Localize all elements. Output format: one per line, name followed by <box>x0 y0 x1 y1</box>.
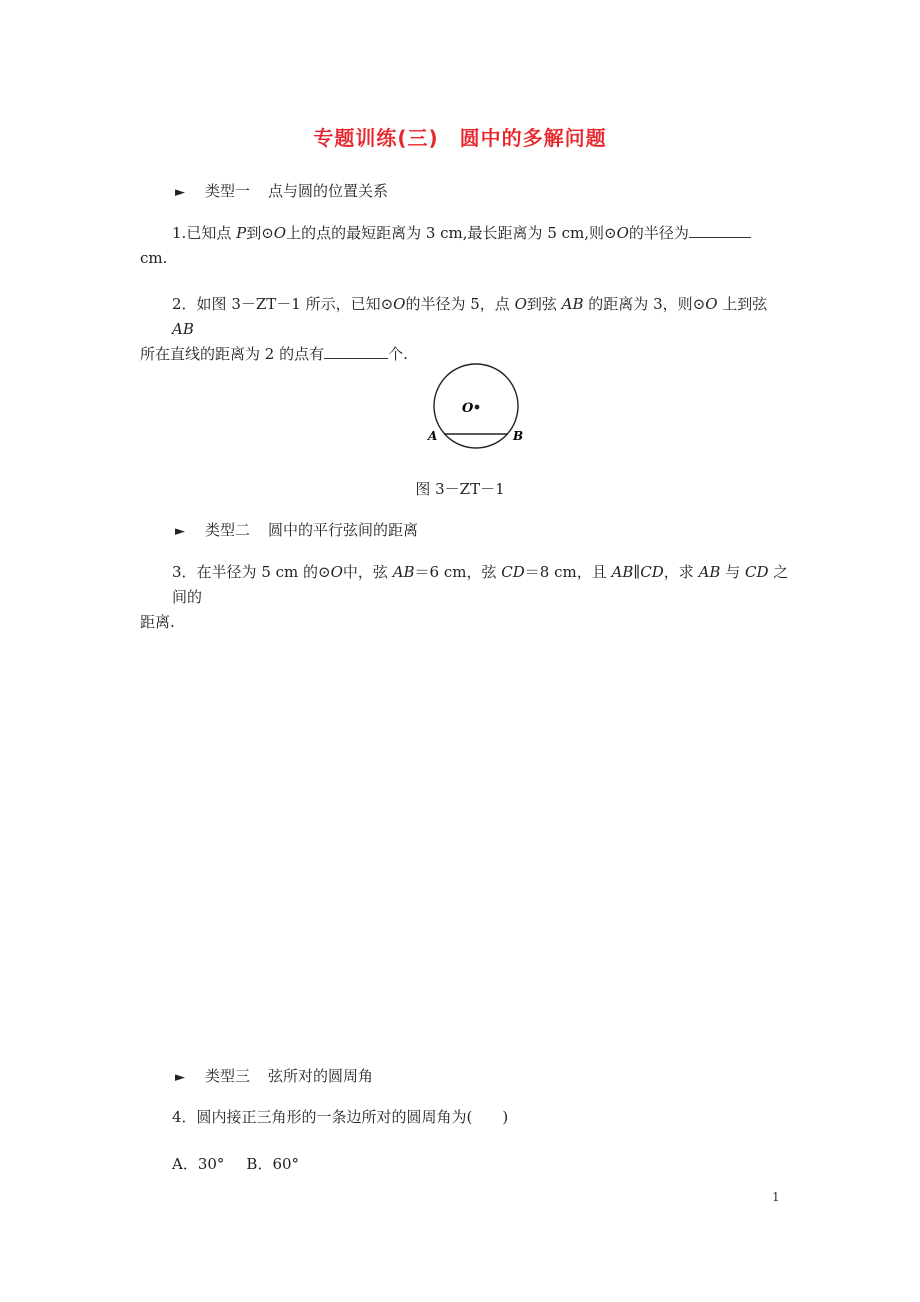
section-label: 类型三 <box>205 1067 251 1085</box>
question-text: ＝8 cm，且 <box>524 563 612 581</box>
center-point <box>475 405 480 410</box>
math-var: CD <box>501 563 525 581</box>
answer-blank[interactable] <box>324 344 388 359</box>
question-text: 的半径为 <box>628 224 689 242</box>
question-text: 与 <box>720 563 745 581</box>
answer-blank[interactable] <box>689 223 751 238</box>
question-text: 中，弦 <box>342 563 393 581</box>
question-text: 到弦 <box>526 295 562 313</box>
math-var: CD <box>744 563 769 581</box>
section-label: 类型一 <box>205 182 251 200</box>
question-text: 个. <box>388 345 408 363</box>
math-var: AB <box>561 295 584 313</box>
math-var: O <box>273 224 287 242</box>
arrow-marker-icon: ► <box>175 185 185 200</box>
math-var: O <box>705 295 718 313</box>
section-name: 点与圆的位置关系 <box>268 182 389 200</box>
question-4 <box>172 1105 822 1130</box>
section-heading-2 <box>175 519 418 540</box>
question-3 <box>140 560 790 635</box>
page-number: 1 <box>772 1190 780 1204</box>
question-text: 所在直线的距离为 2 的点有 <box>140 345 325 363</box>
question-number: 3． <box>172 563 197 581</box>
circle-diagram <box>420 360 540 460</box>
arrow-marker-icon: ► <box>175 524 185 539</box>
question-number: 2． <box>172 295 197 313</box>
question-text: 4．圆内接正三角形的一条边所对的圆周角为( ) <box>172 1108 509 1126</box>
option-a[interactable]: A．30° <box>172 1155 225 1173</box>
label-b: B <box>513 429 524 443</box>
math-var: O <box>393 295 406 313</box>
question-text: 如图 3－ZT－1 所示，已知⊙ <box>196 295 394 313</box>
math-var: AB <box>172 320 194 338</box>
section-name: 弦所对的圆周角 <box>268 1067 374 1085</box>
circle-figure <box>420 360 540 464</box>
math-var: AB <box>698 563 721 581</box>
question-4-options <box>172 1153 321 1174</box>
question-text: 之间的 <box>172 563 789 606</box>
question-text: ，求 <box>663 563 699 581</box>
question-2 <box>140 292 790 367</box>
arrow-marker-icon: ► <box>175 1070 185 1085</box>
math-var: O <box>330 563 343 581</box>
question-text: 上的点的最短距离为 3 cm,最长距离为 5 cm,则⊙ <box>286 224 617 242</box>
question-number: 1. <box>172 224 187 242</box>
question-text: ＝6 cm，弦 <box>414 563 502 581</box>
section-label: 类型二 <box>205 521 251 539</box>
math-var: O <box>616 224 629 242</box>
label-a: A <box>428 429 438 443</box>
question-text: cm. <box>140 249 168 267</box>
label-o: O <box>462 401 474 416</box>
section-name: 圆中的平行弦间的距离 <box>268 521 419 539</box>
question-text: 的半径为 5，点 <box>405 295 515 313</box>
page-title: 专题训练(三) 圆中的多解问题 <box>313 126 607 150</box>
question-text: 上到弦 <box>717 295 768 313</box>
question-text: 到⊙ <box>246 224 274 242</box>
question-text: 距离. <box>140 613 175 631</box>
section-heading-1 <box>175 180 388 201</box>
question-text: 已知点 <box>186 224 237 242</box>
math-expr: AB∥CD <box>611 563 664 581</box>
math-var: P <box>236 224 247 242</box>
figure-caption: 图 3－ZT－1 <box>415 480 505 498</box>
question-text: 的距离为 3，则⊙ <box>583 295 706 313</box>
question-1 <box>140 221 790 271</box>
option-b[interactable]: B．60° <box>246 1155 300 1173</box>
math-var: AB <box>392 563 415 581</box>
question-text: 在半径为 5 cm 的⊙ <box>196 563 331 581</box>
section-heading-3 <box>175 1065 373 1086</box>
math-var: O <box>514 295 527 313</box>
